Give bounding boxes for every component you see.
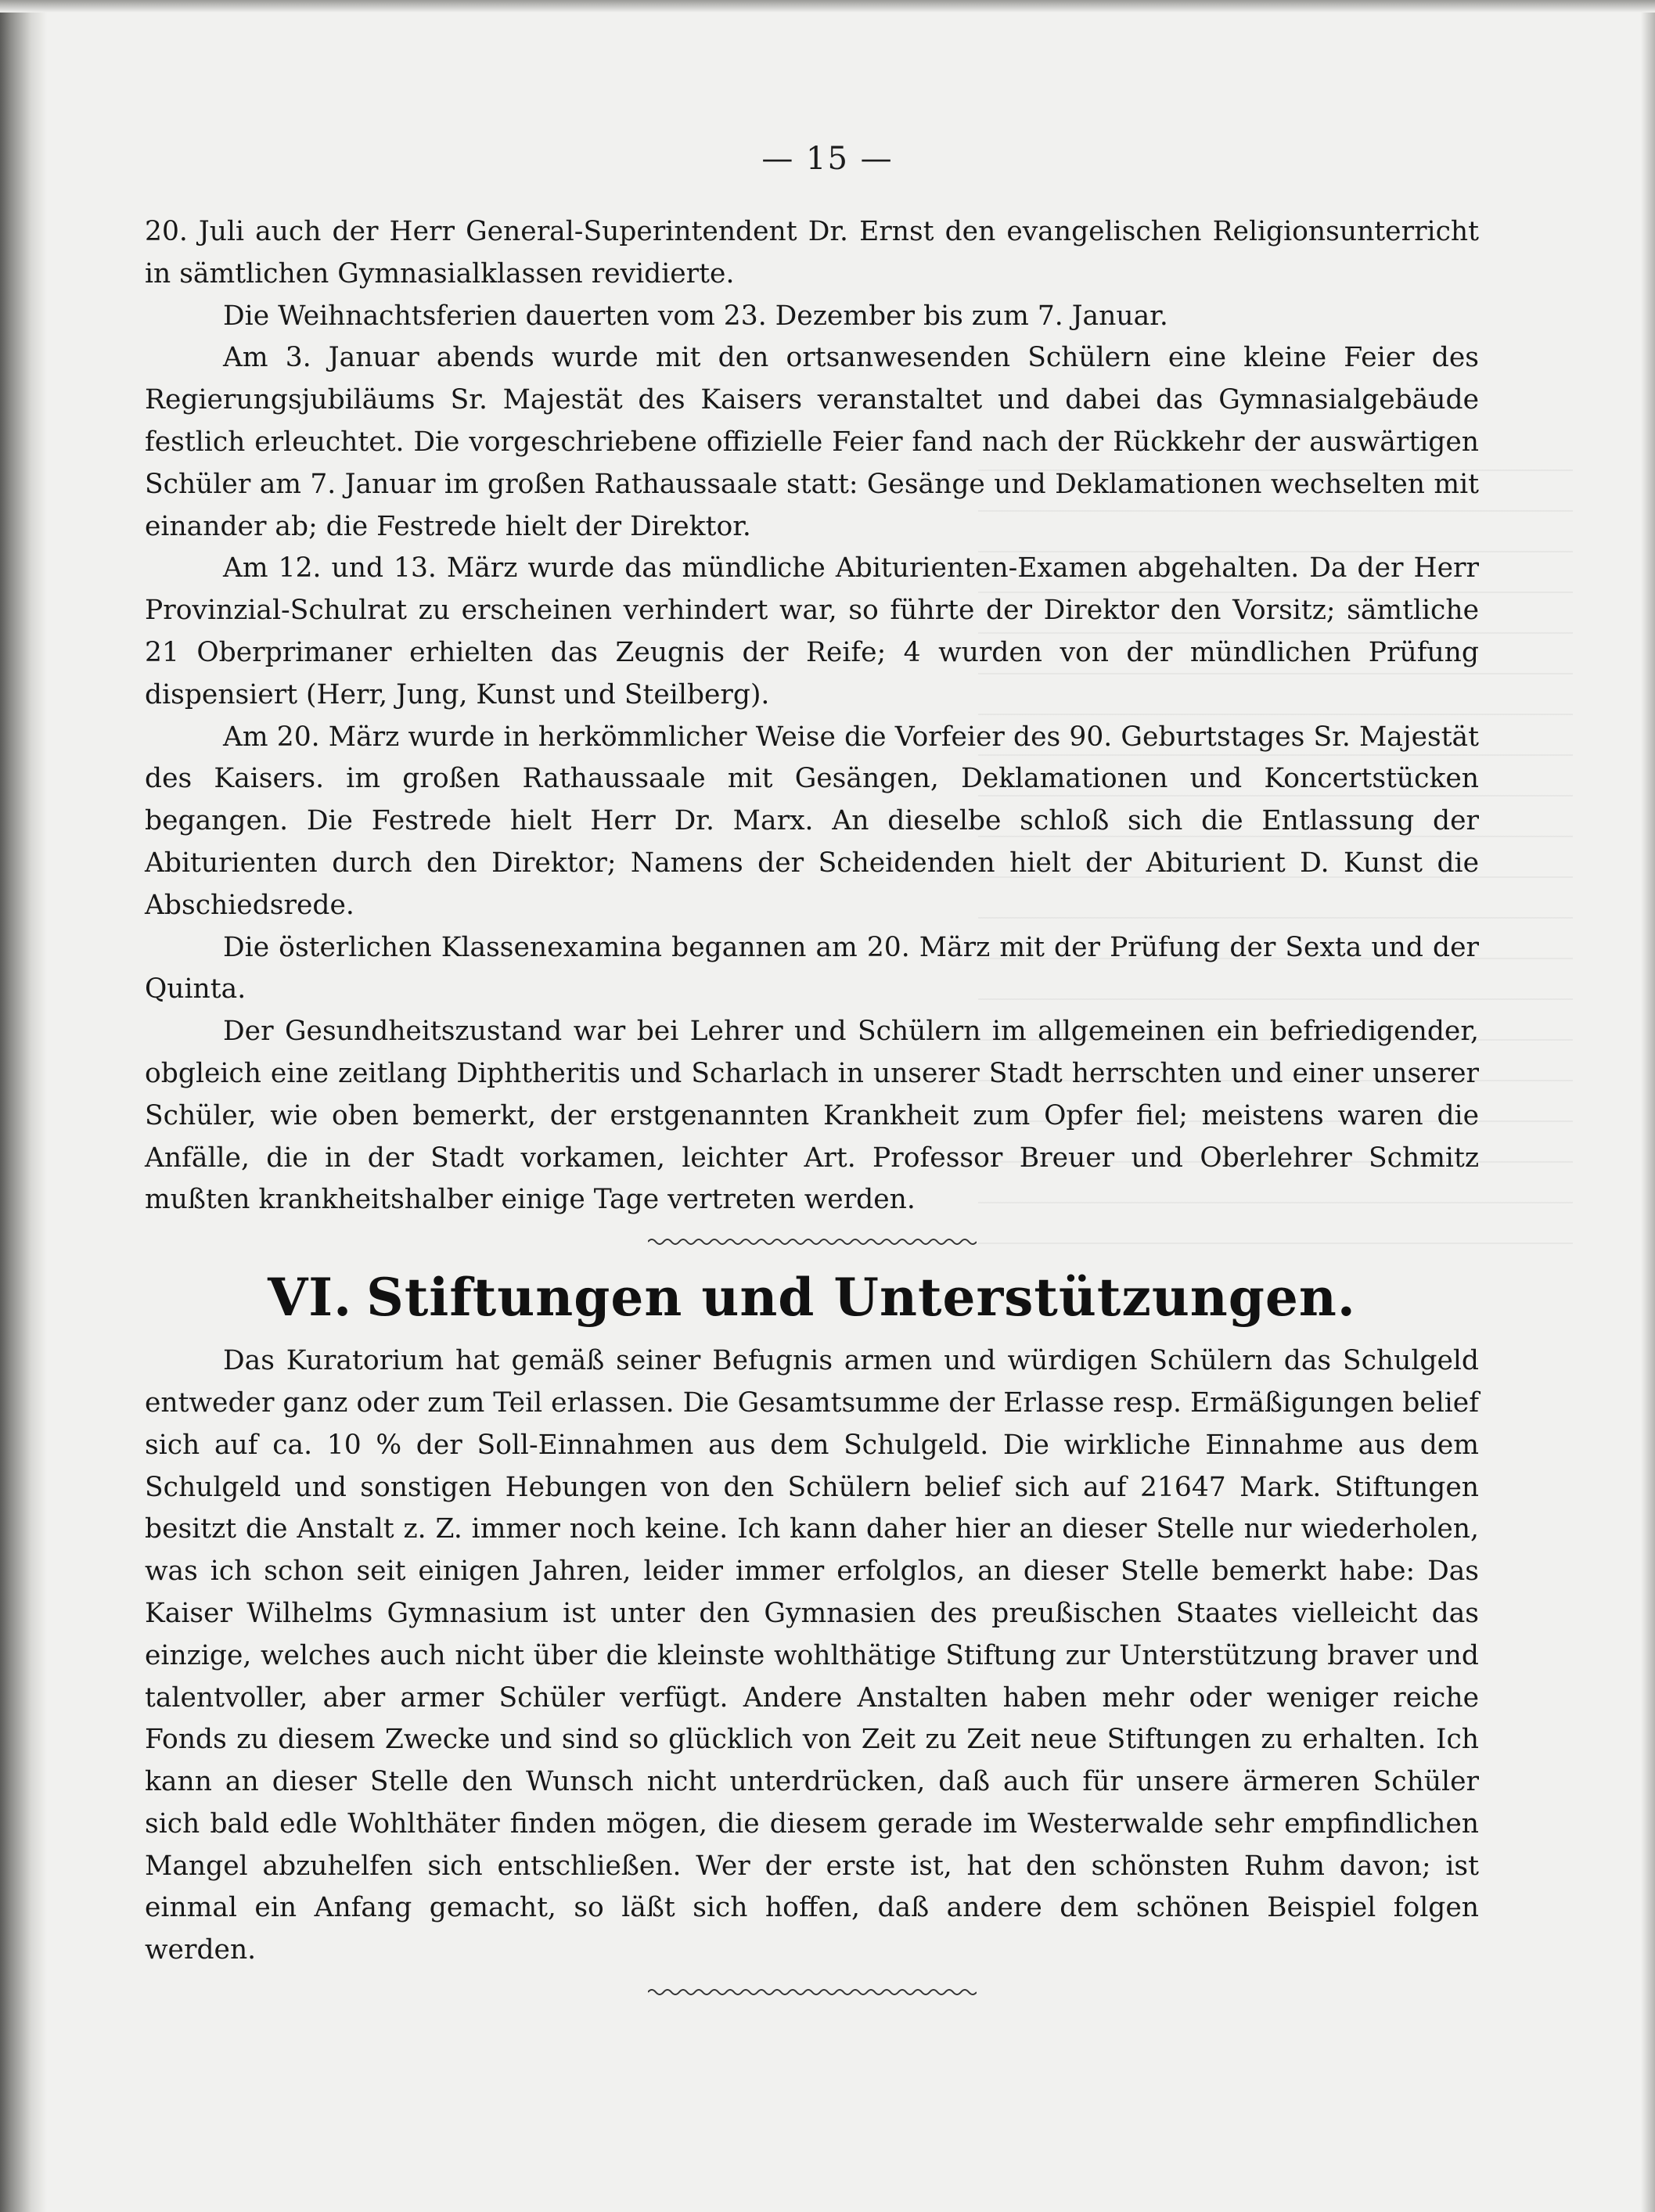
ornamental-divider-end <box>648 1983 977 1998</box>
wavy-line-ornament-end <box>648 1983 977 1998</box>
page-body <box>145 211 1479 2012</box>
section-number: VI. <box>268 1267 353 1329</box>
paragraph-revision: 20. Juli auch der Herr General-Superintendent Dr. Ernst den evangelischen Religionsunterricht in sämtlichen Gymnasialklassen revidierte. <box>145 216 1479 290</box>
paragraph-foundations: Das Kuratorium hat gemäß seiner Befugnis armen und würdigen Schülern das Schulgeld entweder ganz oder zum Teil erlassen. Die Gesamtsumme der Erlasse resp. Ermäßigungen belief sich auf ca. 10 % der Soll-Einnahmen aus dem Schulgeld. Die wirkliche Einnahme aus dem Schulgeld und sonstigen Hebungen von den Schülern belief sich auf 21647 Mark. Stiftungen besitzt die Anstalt z. Z. immer noch keine. Ich kann daher hier an dieser Stelle nur wiederholen, was ich schon seit einigen Jahren, leider immer erfolglos, an dieser Stelle bemerkt habe: Das Kaiser Wilhelms Gymnasium ist unter den Gymnasien des preußischen Staates vielleicht das einzige, welches auch nicht über die kleinste wohlthätige Stiftung zur Unterstützung braver und talentvoller, aber armer Schüler verfügt. Andere Anstalten haben mehr oder weniger reiche Fonds zu diesem Zwecke und sind so glücklich von Zeit zu Zeit neue Stiftungen zu erhalten. Ich kann an dieser Stelle den Wunsch nicht unterdrücken, daß auch für unsere ärmeren Schüler sich bald edle Wohlthäter finden mögen, die diesem gerade im Westerwalde sehr empfindlichen Mangel abzuhelfen sich entschließen. Wer der erste ist, hat den schönsten Ruhm davon; ist einmal ein Anfang gemacht, so läßt sich hoffen, daß andere dem schönen Beispiel folgen werden. <box>145 1345 1479 1966</box>
scan-shadow-left <box>0 0 47 2212</box>
scan-shadow-right <box>1641 0 1655 2212</box>
wavy-line-ornament <box>648 1232 977 1248</box>
section-heading <box>145 1262 1479 1333</box>
paragraph-abitur-exam: Am 12. und 13. März wurde das mündliche Abiturienten-Examen abgehalten. Da der Herr Provinzial-Schulrat zu erscheinen verhindert war, so führte der Direktor den Vorsitz; sämtliche 21 Oberprimaner erhielten das Zeugnis der Reife; 4 wurden von der mündlichen Prüfung dispensiert (Herr, Jung, Kunst und Steilberg). <box>145 552 1479 710</box>
ornamental-divider <box>648 1232 977 1248</box>
paragraph-christmas-holidays: Die Weihnachtsferien dauerten vom 23. Dezember bis zum 7. Januar. <box>223 300 1168 332</box>
paragraph-easter-exams: Die österlichen Klassenexamina begannen am 20. März mit der Prüfung der Sexta und der Quinta. <box>145 931 1479 1005</box>
scan-shadow-top <box>0 0 1655 13</box>
page-number: — 15 — <box>761 141 894 177</box>
section-title: Stiftungen und Unterstützungen. <box>366 1267 1356 1329</box>
paragraph-health-status: Der Gesundheitszustand war bei Lehrer und Schülern im allgemeinen ein befriedigender, obgleich eine zeitlang Diphtheritis und Scharlach in unserer Stadt herrschten und einer unserer Schüler, wie oben bemerkt, der erstgenannten Krankheit zum Opfer fiel; meistens waren die Anfälle, die in der Stadt vorkamen, leichter Art. Professor Breuer und Oberlehrer Schmitz mußten krankheitshalber einige Tage vertreten werden. <box>145 1016 1479 1216</box>
paragraph-emperor-birthday: Am 20. März wurde in herkömmlicher Weise die Vorfeier des 90. Geburtstages Sr. Majestät des Kaisers. im großen Rathaussaale mit Gesängen, Deklamationen und Koncertstücken begangen. Die Festrede hielt Herr Dr. Marx. An dieselbe schloß sich die Entlassung der Abiturienten durch den Direktor; Namens der Scheidenden hielt der Abiturient D. Kunst die Abschiedsrede. <box>145 721 1479 921</box>
paragraph-jubilee-celebration: Am 3. Januar abends wurde mit den ortsanwesenden Schülern eine kleine Feier des Regierungsjubiläums Sr. Majestät des Kaisers veranstaltet und dabei das Gymnasialgebäude festlich erleuchtet. Die vorgeschriebene offizielle Feier fand nach der Rückkehr der auswärtigen Schüler am 7. Januar im großen Rathaussaale statt: Gesänge und Deklamationen wechselten mit einander ab; die Festrede hielt der Direktor. <box>145 342 1479 542</box>
